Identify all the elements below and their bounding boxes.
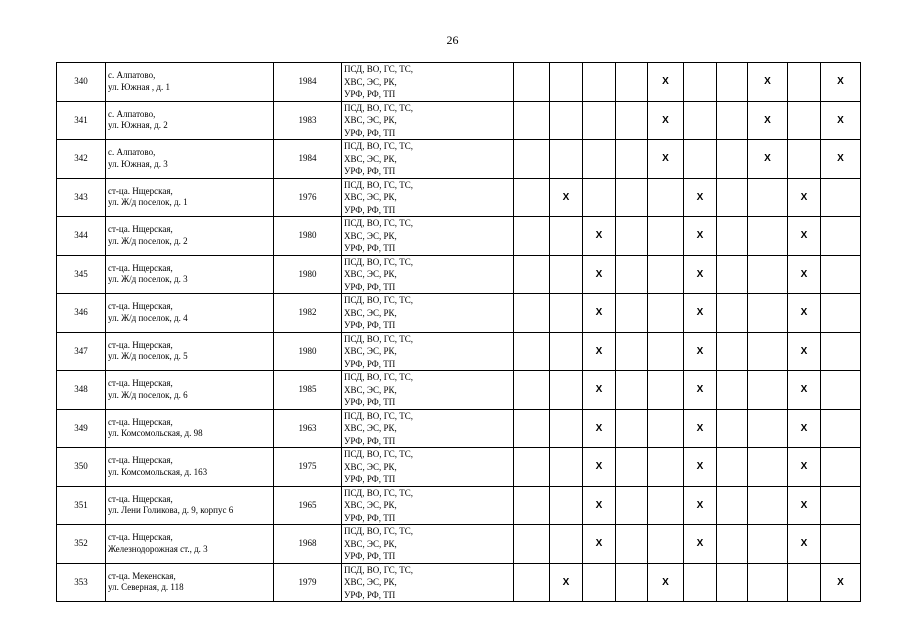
mark-cell: [616, 486, 648, 525]
mark-cell: [648, 255, 684, 294]
row-number: 340: [57, 63, 106, 102]
mark-cell: [616, 140, 648, 179]
table-row: [57, 332, 861, 371]
mark-cell: Х: [788, 294, 821, 333]
address-line: ул. Южная, д. 3: [108, 158, 168, 169]
services-line: ПСД, ВО, ГС, ТС,: [344, 218, 414, 228]
mark-cell: [788, 140, 821, 179]
mark-cell: [616, 217, 648, 256]
mark-cell: [583, 563, 616, 602]
services-line: ХВС, ЭС, РК,: [344, 307, 397, 318]
row-number: 347: [57, 332, 106, 371]
address-cell: [106, 140, 274, 179]
address-cell: [106, 101, 274, 140]
table-row: [57, 409, 861, 448]
address-cell: [106, 178, 274, 217]
table-row: [57, 486, 861, 525]
address-cell: [106, 63, 274, 102]
year-cell: 1963: [274, 409, 342, 448]
mark-cell: [514, 140, 550, 179]
mark-cell: [821, 525, 861, 564]
mark-cell: [748, 486, 788, 525]
mark-cell: Х: [583, 409, 616, 448]
mark-cell: [514, 63, 550, 102]
mark-cell: [550, 101, 583, 140]
services-line: ХВС, ЭС, РК,: [344, 192, 397, 202]
mark-cell: [514, 101, 550, 140]
row-number: 352: [57, 525, 106, 564]
mark-cell: [788, 101, 821, 140]
address-cell: [106, 294, 274, 333]
table-row: [57, 371, 861, 410]
address-line: ст-ца. Нщерская,: [108, 493, 173, 504]
table-row: [57, 178, 861, 217]
mark-cell: Х: [821, 140, 861, 179]
mark-cell: [717, 255, 748, 294]
mark-cell: [616, 448, 648, 487]
mark-cell: Х: [583, 217, 616, 256]
services-line: УРФ, РФ, ТП: [344, 474, 396, 484]
mark-cell: Х: [788, 217, 821, 256]
mark-cell: [616, 371, 648, 410]
mark-cell: [616, 525, 648, 564]
mark-cell: [550, 255, 583, 294]
mark-cell: [788, 563, 821, 602]
services-line: УРФ, РФ, ТП: [344, 589, 396, 600]
mark-cell: [550, 409, 583, 448]
mark-cell: [717, 525, 748, 564]
services-line: ХВС, ЭС, РК,: [344, 384, 397, 395]
mark-cell: [550, 332, 583, 371]
mark-cell: [717, 217, 748, 256]
address-line: ул. Ж/д поселок, д. 4: [108, 312, 188, 323]
mark-cell: [821, 294, 861, 333]
mark-cell: Х: [821, 63, 861, 102]
address-line: ул. Южная , д. 1: [108, 81, 170, 92]
address-line: ст-ца. Мекенская,: [108, 570, 176, 581]
address-line: Железнодорожная ст., д. 3: [108, 543, 208, 554]
mark-cell: [748, 448, 788, 487]
mark-cell: [788, 63, 821, 102]
table-row: [57, 563, 861, 602]
services-cell: [342, 294, 514, 333]
mark-cell: [748, 409, 788, 448]
register-table: [56, 62, 861, 602]
mark-cell: [616, 178, 648, 217]
address-line: ул. Ж/д поселок, д. 5: [108, 351, 188, 362]
services-line: УРФ, РФ, ТП: [344, 320, 396, 330]
services-line: ХВС, ЭС, РК,: [344, 461, 397, 472]
mark-cell: [514, 332, 550, 371]
mark-cell: [583, 178, 616, 217]
mark-cell: [821, 255, 861, 294]
services-line: ХВС, ЭС, РК,: [344, 500, 397, 510]
mark-cell: Х: [748, 101, 788, 140]
mark-cell: [821, 332, 861, 371]
mark-cell: Х: [788, 332, 821, 371]
mark-cell: [717, 409, 748, 448]
mark-cell: Х: [788, 371, 821, 410]
mark-cell: [748, 217, 788, 256]
address-cell: [106, 409, 274, 448]
mark-cell: [514, 217, 550, 256]
services-line: ПСД, ВО, ГС, ТС,: [344, 372, 414, 382]
mark-cell: [550, 525, 583, 564]
services-cell: [342, 140, 514, 179]
mark-cell: [717, 371, 748, 410]
address-line: ст-ца. Нщерская,: [108, 262, 173, 273]
mark-cell: Х: [788, 178, 821, 217]
mark-cell: Х: [583, 332, 616, 371]
address-cell: [106, 255, 274, 294]
address-line: ст-ца. Нщерская,: [108, 339, 173, 350]
services-line: ПСД, ВО, ГС, ТС,: [344, 141, 414, 151]
mark-cell: [616, 332, 648, 371]
address-line: ст-ца. Нщерская,: [108, 455, 173, 466]
services-line: ПСД, ВО, ГС, ТС,: [344, 256, 414, 267]
address-line: ст-ца. Нщерская,: [108, 185, 173, 196]
mark-cell: Х: [648, 63, 684, 102]
mark-cell: [748, 563, 788, 602]
services-line: ХВС, ЭС, РК,: [344, 230, 397, 241]
mark-cell: [748, 525, 788, 564]
mark-cell: [684, 101, 717, 140]
mark-cell: [550, 63, 583, 102]
services-line: ПСД, ВО, ГС, ТС,: [344, 333, 414, 344]
services-cell: [342, 448, 514, 487]
services-line: ПСД, ВО, ГС, ТС,: [344, 295, 414, 305]
mark-cell: Х: [583, 525, 616, 564]
services-line: ХВС, ЭС, РК,: [344, 76, 397, 87]
services-line: ПСД, ВО, ГС, ТС,: [344, 102, 414, 113]
mark-cell: [616, 101, 648, 140]
mark-cell: [717, 101, 748, 140]
mark-cell: Х: [583, 486, 616, 525]
year-cell: 1984: [274, 140, 342, 179]
services-line: УРФ, РФ, ТП: [344, 281, 396, 292]
address-cell: [106, 448, 274, 487]
mark-cell: Х: [788, 525, 821, 564]
address-cell: [106, 371, 274, 410]
services-line: ХВС, ЭС, РК,: [344, 115, 397, 125]
address-line: с. Алпатово,: [108, 70, 156, 81]
mark-cell: [648, 217, 684, 256]
mark-cell: [550, 217, 583, 256]
address-line: ст-ца. Нщерская,: [108, 416, 173, 427]
services-line: УРФ, РФ, ТП: [344, 204, 396, 215]
services-line: УРФ, РФ, ТП: [344, 127, 396, 138]
mark-cell: [550, 448, 583, 487]
address-line: ул. Комсомольская, д. 163: [108, 466, 208, 477]
services-cell: [342, 255, 514, 294]
mark-cell: [514, 294, 550, 333]
mark-cell: [648, 409, 684, 448]
address-line: ул. Южная, д. 2: [108, 120, 168, 131]
services-line: УРФ, РФ, ТП: [344, 89, 396, 99]
table-row: [57, 448, 861, 487]
mark-cell: Х: [648, 101, 684, 140]
table-row: [57, 101, 861, 140]
row-number: 341: [57, 101, 106, 140]
row-number: 350: [57, 448, 106, 487]
mark-cell: [616, 255, 648, 294]
mark-cell: Х: [684, 255, 717, 294]
mark-cell: [748, 255, 788, 294]
services-cell: [342, 486, 514, 525]
year-cell: 1975: [274, 448, 342, 487]
address-line: с. Алпатово,: [108, 147, 156, 158]
table-row: [57, 294, 861, 333]
row-number: 344: [57, 217, 106, 256]
mark-cell: [648, 448, 684, 487]
mark-cell: Х: [684, 178, 717, 217]
mark-cell: [717, 294, 748, 333]
address-cell: [106, 563, 274, 602]
services-cell: [342, 332, 514, 371]
row-number: 343: [57, 178, 106, 217]
mark-cell: [821, 409, 861, 448]
address-line: ул. Ж/д поселок, д. 6: [108, 389, 188, 400]
address-cell: [106, 486, 274, 525]
mark-cell: Х: [788, 255, 821, 294]
address-line: ул. Ж/д поселок, д. 1: [108, 197, 188, 208]
mark-cell: [616, 63, 648, 102]
mark-cell: [550, 371, 583, 410]
services-line: УРФ, РФ, ТП: [344, 397, 396, 407]
services-line: ПСД, ВО, ГС, ТС,: [344, 410, 414, 421]
mark-cell: [514, 486, 550, 525]
mark-cell: Х: [648, 140, 684, 179]
mark-cell: [821, 486, 861, 525]
mark-cell: Х: [583, 448, 616, 487]
address-line: ул. Лени Голикова, д. 9, корпус 6: [108, 505, 234, 516]
mark-cell: [616, 294, 648, 333]
mark-cell: Х: [583, 255, 616, 294]
services-line: ХВС, ЭС, РК,: [344, 577, 397, 587]
mark-cell: Х: [788, 486, 821, 525]
mark-cell: [648, 525, 684, 564]
mark-cell: [648, 486, 684, 525]
mark-cell: [514, 371, 550, 410]
mark-cell: [821, 217, 861, 256]
services-line: УРФ, РФ, ТП: [344, 512, 396, 523]
table-row: [57, 217, 861, 256]
mark-cell: Х: [684, 409, 717, 448]
address-line: ул. Комсомольская, д. 98: [108, 428, 203, 439]
row-number: 351: [57, 486, 106, 525]
year-cell: 1985: [274, 371, 342, 410]
mark-cell: Х: [648, 563, 684, 602]
year-cell: 1980: [274, 332, 342, 371]
address-line: ст-ца. Нщерская,: [108, 378, 173, 389]
services-line: УРФ, РФ, ТП: [344, 435, 396, 446]
mark-cell: [821, 448, 861, 487]
mark-cell: [748, 294, 788, 333]
mark-cell: [648, 294, 684, 333]
mark-cell: [684, 563, 717, 602]
row-number: 345: [57, 255, 106, 294]
table-row: [57, 255, 861, 294]
mark-cell: [550, 294, 583, 333]
row-number: 353: [57, 563, 106, 602]
address-cell: [106, 217, 274, 256]
mark-cell: [648, 332, 684, 371]
address-cell: [106, 332, 274, 371]
mark-cell: Х: [821, 101, 861, 140]
mark-cell: [748, 371, 788, 410]
row-number: 346: [57, 294, 106, 333]
mark-cell: [748, 178, 788, 217]
mark-cell: Х: [550, 563, 583, 602]
services-line: УРФ, РФ, ТП: [344, 166, 396, 176]
page-number: 26: [446, 33, 459, 47]
year-cell: 1979: [274, 563, 342, 602]
mark-cell: Х: [684, 448, 717, 487]
mark-cell: [583, 101, 616, 140]
table-row: [57, 63, 861, 102]
mark-cell: [717, 486, 748, 525]
table-row: [57, 140, 861, 179]
services-line: ПСД, ВО, ГС, ТС,: [344, 179, 414, 190]
mark-cell: [550, 140, 583, 179]
services-line: ХВС, ЭС, РК,: [344, 538, 397, 549]
mark-cell: [616, 563, 648, 602]
services-line: УРФ, РФ, ТП: [344, 358, 396, 369]
services-line: ХВС, ЭС, РК,: [344, 269, 397, 279]
services-line: ХВС, ЭС, РК,: [344, 153, 397, 164]
row-number: 342: [57, 140, 106, 179]
table-row: [57, 525, 861, 564]
mark-cell: [717, 448, 748, 487]
services-cell: [342, 371, 514, 410]
mark-cell: [821, 371, 861, 410]
mark-cell: [684, 140, 717, 179]
address-line: ул. Северная, д. 118: [108, 582, 184, 593]
mark-cell: [684, 63, 717, 102]
mark-cell: [648, 178, 684, 217]
year-cell: 1983: [274, 101, 342, 140]
services-cell: [342, 563, 514, 602]
year-cell: 1984: [274, 63, 342, 102]
year-cell: 1982: [274, 294, 342, 333]
mark-cell: Х: [748, 63, 788, 102]
services-cell: [342, 101, 514, 140]
services-cell: [342, 63, 514, 102]
services-cell: [342, 525, 514, 564]
mark-cell: [821, 178, 861, 217]
mark-cell: Х: [788, 448, 821, 487]
mark-cell: [550, 486, 583, 525]
services-cell: [342, 217, 514, 256]
mark-cell: Х: [684, 332, 717, 371]
mark-cell: [717, 178, 748, 217]
year-cell: 1980: [274, 255, 342, 294]
mark-cell: Х: [684, 294, 717, 333]
address-line: ул. Ж/д поселок, д. 3: [108, 274, 188, 285]
services-line: ПСД, ВО, ГС, ТС,: [344, 487, 414, 498]
mark-cell: Х: [684, 525, 717, 564]
mark-cell: [717, 332, 748, 371]
mark-cell: [748, 332, 788, 371]
address-line: ст-ца. Нщерская,: [108, 224, 173, 235]
address-line: с. Алпатово,: [108, 108, 156, 119]
services-cell: [342, 178, 514, 217]
mark-cell: [648, 371, 684, 410]
mark-cell: Х: [788, 409, 821, 448]
mark-cell: [717, 563, 748, 602]
mark-cell: [514, 178, 550, 217]
services-line: ПСД, ВО, ГС, ТС,: [344, 449, 414, 459]
mark-cell: [514, 255, 550, 294]
row-number: 348: [57, 371, 106, 410]
mark-cell: Х: [684, 217, 717, 256]
row-number: 349: [57, 409, 106, 448]
services-line: ПСД, ВО, ГС, ТС,: [344, 526, 414, 536]
mark-cell: Х: [583, 294, 616, 333]
mark-cell: [616, 409, 648, 448]
year-cell: 1980: [274, 217, 342, 256]
address-line: ст-ца. Нщерская,: [108, 532, 173, 543]
mark-cell: [514, 563, 550, 602]
address-cell: [106, 525, 274, 564]
mark-cell: Х: [684, 371, 717, 410]
services-line: ПСД, ВО, ГС, ТС,: [344, 564, 414, 575]
services-line: УРФ, РФ, ТП: [344, 243, 396, 253]
mark-cell: [583, 140, 616, 179]
mark-cell: Х: [821, 563, 861, 602]
year-cell: 1965: [274, 486, 342, 525]
services-line: ПСД, ВО, ГС, ТС,: [344, 64, 414, 74]
mark-cell: [514, 448, 550, 487]
year-cell: 1976: [274, 178, 342, 217]
services-line: ХВС, ЭС, РК,: [344, 423, 397, 433]
services-cell: [342, 409, 514, 448]
mark-cell: Х: [583, 371, 616, 410]
mark-cell: Х: [748, 140, 788, 179]
address-line: ст-ца. Нщерская,: [108, 301, 173, 312]
address-line: ул. Ж/д поселок, д. 2: [108, 235, 188, 246]
services-line: УРФ, РФ, ТП: [344, 551, 396, 561]
mark-cell: Х: [684, 486, 717, 525]
services-line: ХВС, ЭС, РК,: [344, 346, 397, 356]
mark-cell: [717, 140, 748, 179]
mark-cell: [514, 525, 550, 564]
mark-cell: [514, 409, 550, 448]
year-cell: 1968: [274, 525, 342, 564]
mark-cell: [717, 63, 748, 102]
mark-cell: [583, 63, 616, 102]
mark-cell: Х: [550, 178, 583, 217]
